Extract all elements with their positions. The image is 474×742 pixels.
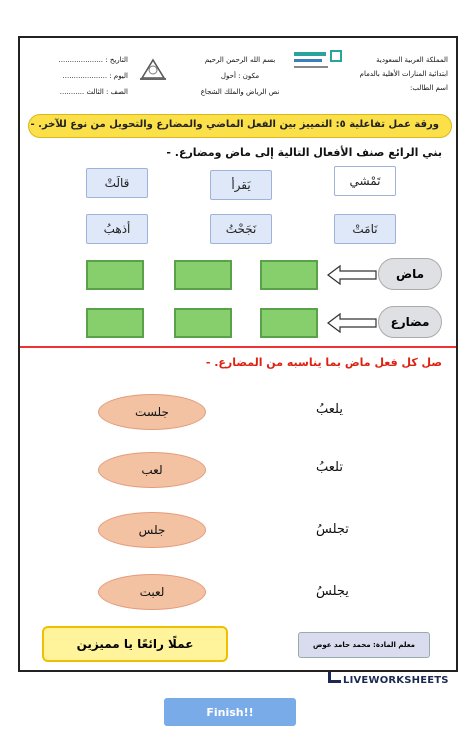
drop-zone-past-1[interactable] [86,260,144,290]
present-verb-2[interactable]: تلعبُ [316,460,343,475]
header-kingdom: المملكة العربية السعودية [376,56,448,64]
school-logo-icon [136,56,170,82]
past-verb-2[interactable]: لعب [98,452,206,488]
arrow-left-icon [326,312,378,334]
present-verb-1[interactable]: يلعبُ [316,402,343,417]
header-class: الصف : الثالث ........... [59,88,128,96]
header-school: ابتدائية المنارات الأهلية بالدمام [359,70,448,78]
past-verb-4[interactable]: لعبت [98,574,206,610]
drop-zone-present-1[interactable] [86,308,144,338]
present-verb-4[interactable]: يجلسُ [316,584,349,599]
present-verb-3[interactable]: تجلسُ [316,522,349,537]
header-basmala: بسم الله الرحمن الرحيم [204,56,276,64]
section-divider [20,346,456,348]
section2-question: صل كل فعل ماض بما يناسبه من المضارع. - [205,356,442,369]
arrow-left-icon [326,264,378,286]
praise-box: عملًا رائعًا يا مميزين [42,626,228,662]
past-verb-3[interactable]: جلس [98,512,206,548]
word-box-4[interactable]: أذهبُ [86,214,148,244]
title-banner [28,114,452,138]
drop-zone-past-2[interactable] [174,260,232,290]
header-day: اليوم : .................... [62,72,128,80]
brand-mark-icon [328,672,341,683]
word-box-3[interactable]: تَمْشي [334,166,396,196]
section1-question: بني الرائع صنف الأفعال التالية إلى ماض ومضارع. - [166,146,442,159]
word-box-6[interactable]: نَامَتْ [334,214,396,244]
label-present: مضارع [378,306,442,338]
header-center [180,56,300,96]
past-verb-1[interactable]: جلست [98,394,206,430]
label-past: ماض [378,258,442,290]
header-component: مكون : أحول [220,72,260,80]
finish-button[interactable]: Finish!! [164,698,296,726]
header-date: التاريخ : .................... [58,56,128,64]
word-box-1[interactable]: قالَتْ [86,168,148,198]
drop-zone-past-3[interactable] [260,260,318,290]
title-banner-text: ورقة عمل تفاعلية ٥: التمييز بين الفعل الماضي والمضارع والتحويل من نوع للآخر. - [30,119,439,130]
word-box-2[interactable]: يَقرأ [210,170,272,200]
liveworksheets-logo: LIVEWORKSHEETS [328,672,449,686]
header-right [360,56,448,92]
drop-zone-present-3[interactable] [260,308,318,338]
drop-zone-present-2[interactable] [174,308,232,338]
header-lesson: نص الرياض والملك الشجاع [200,88,280,96]
header-left [28,56,128,96]
word-box-5[interactable]: نَجَحْتُ [210,214,272,244]
worksheet [18,36,458,672]
teacher-box: معلم المادة: محمد حامد عوض [298,632,430,658]
header-student-name: اسم الطالب: [409,84,448,92]
